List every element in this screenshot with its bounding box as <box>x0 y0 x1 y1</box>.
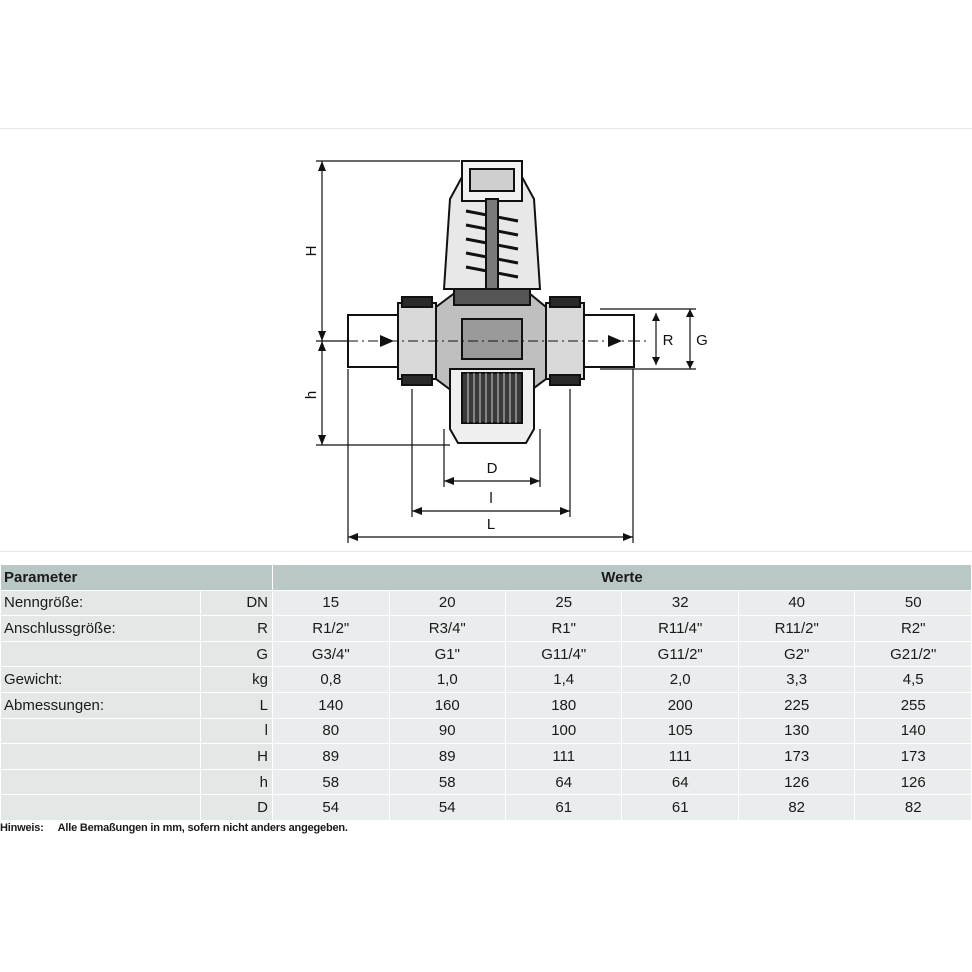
table-cell: 15 <box>273 590 389 616</box>
row-label <box>1 718 201 744</box>
row-unit: G <box>201 641 273 667</box>
dim-label-L: L <box>486 516 496 533</box>
table-cell: 105 <box>622 718 738 744</box>
valve-dimension-drawing <box>0 128 972 552</box>
table-row <box>1 667 972 693</box>
row-label <box>1 744 201 770</box>
table-row <box>1 641 972 667</box>
table-cell: 82 <box>855 795 972 821</box>
table-cell: 1,0 <box>389 667 505 693</box>
table-cell: R1/2" <box>273 616 389 642</box>
table-cell: 64 <box>505 769 621 795</box>
table-cell: 82 <box>738 795 854 821</box>
table-row <box>1 590 972 616</box>
table-row <box>1 692 972 718</box>
table-cell: 126 <box>738 769 854 795</box>
table-cell: 0,8 <box>273 667 389 693</box>
row-label: Nenngröße: <box>1 590 201 616</box>
table-cell: 89 <box>389 744 505 770</box>
spec-table-body <box>1 590 972 820</box>
row-unit: L <box>201 692 273 718</box>
table-cell: G11/2" <box>622 641 738 667</box>
row-unit: DN <box>201 590 273 616</box>
table-cell: 58 <box>389 769 505 795</box>
table-cell: 100 <box>505 718 621 744</box>
table-cell: R11/2" <box>738 616 854 642</box>
footnote-text: Alle Bemaßungen in mm, sofern nicht anders angegeben. <box>57 822 348 834</box>
row-unit: l <box>201 718 273 744</box>
table-cell: R2" <box>855 616 972 642</box>
dim-label-h: h <box>303 390 320 400</box>
table-cell: 54 <box>273 795 389 821</box>
table-cell: 111 <box>622 744 738 770</box>
table-cell: 32 <box>622 590 738 616</box>
row-label: Gewicht: <box>1 667 201 693</box>
table-cell: 140 <box>273 692 389 718</box>
dim-label-H: H <box>303 245 320 257</box>
table-cell: 54 <box>389 795 505 821</box>
dim-label-l: l <box>489 490 493 507</box>
table-cell: G1" <box>389 641 505 667</box>
table-cell: R1" <box>505 616 621 642</box>
table-cell: 173 <box>738 744 854 770</box>
table-row <box>1 616 972 642</box>
row-label: Anschlussgröße: <box>1 616 201 642</box>
table-row <box>1 744 972 770</box>
dim-label-D: D <box>486 460 498 477</box>
header-values: Werte <box>273 565 972 591</box>
table-cell: 90 <box>389 718 505 744</box>
table-cell: 40 <box>738 590 854 616</box>
row-label <box>1 641 201 667</box>
table-cell: G2" <box>738 641 854 667</box>
footnote <box>0 822 348 834</box>
table-cell: 140 <box>855 718 972 744</box>
table-cell: 89 <box>273 744 389 770</box>
table-cell: 25 <box>505 590 621 616</box>
table-cell: 111 <box>505 744 621 770</box>
table-cell: 2,0 <box>622 667 738 693</box>
table-row <box>1 769 972 795</box>
table-cell: 50 <box>855 590 972 616</box>
table-cell: G3/4" <box>273 641 389 667</box>
table-row <box>1 718 972 744</box>
table-cell: 64 <box>622 769 738 795</box>
table-cell: 61 <box>622 795 738 821</box>
row-unit: h <box>201 769 273 795</box>
table-cell: 173 <box>855 744 972 770</box>
table-cell: 126 <box>855 769 972 795</box>
table-cell: 255 <box>855 692 972 718</box>
table-cell: 20 <box>389 590 505 616</box>
table-cell: 200 <box>622 692 738 718</box>
spec-table-header <box>1 565 972 591</box>
dim-label-R: R <box>662 332 674 349</box>
table-row <box>1 795 972 821</box>
table-cell: 225 <box>738 692 854 718</box>
table-cell: R11/4" <box>622 616 738 642</box>
table-cell: 180 <box>505 692 621 718</box>
header-parameter: Parameter <box>1 565 273 591</box>
footnote-label: Hinweis: <box>0 822 44 834</box>
table-cell: 3,3 <box>738 667 854 693</box>
table-cell: 160 <box>389 692 505 718</box>
table-cell: R3/4" <box>389 616 505 642</box>
table-cell: 61 <box>505 795 621 821</box>
table-cell: 1,4 <box>505 667 621 693</box>
row-unit: kg <box>201 667 273 693</box>
table-cell: 80 <box>273 718 389 744</box>
table-cell: 58 <box>273 769 389 795</box>
spec-table <box>0 564 972 821</box>
row-unit: D <box>201 795 273 821</box>
row-label <box>1 769 201 795</box>
table-cell: G21/2" <box>855 641 972 667</box>
row-unit: H <box>201 744 273 770</box>
row-label: Abmessungen: <box>1 692 201 718</box>
valve-body <box>348 161 634 443</box>
dim-label-G: G <box>696 332 708 349</box>
row-label <box>1 795 201 821</box>
row-unit: R <box>201 616 273 642</box>
table-cell: G11/4" <box>505 641 621 667</box>
table-cell: 4,5 <box>855 667 972 693</box>
table-cell: 130 <box>738 718 854 744</box>
